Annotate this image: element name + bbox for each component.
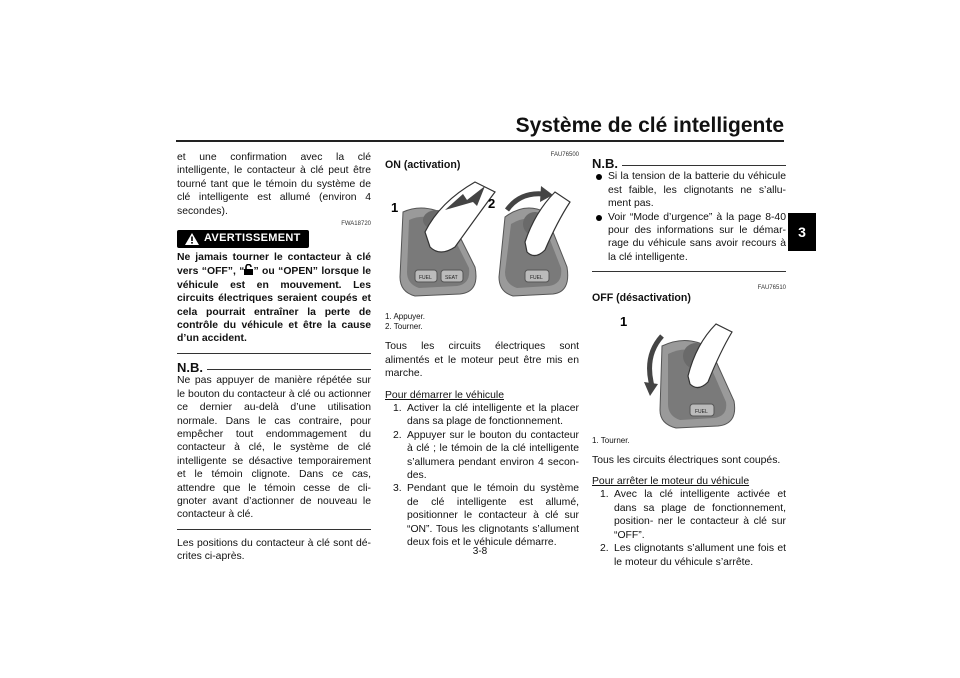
header-rule bbox=[176, 140, 784, 142]
list-item: 1. Avec la clé intelligente activée et dans sa plage de fonctionnement, position- ner le contacteur à clé sur “OFF”. bbox=[600, 489, 786, 541]
section-heading-off: OFF (désactivation) bbox=[592, 292, 691, 305]
off-description: Tous les circuits électriques sont coupés. bbox=[592, 454, 781, 466]
list-item: 3. Pendant que le témoin du système de clé intelligente est allumé, positionner le contacteur à clé sur “ON”. Tous les clignotants s’allument deux fois et le véhicule démarre. bbox=[393, 483, 579, 549]
list-item: Si la tension de la batterie du véhicule est faible, les clignotants ne s’allu- ment pas. bbox=[592, 170, 786, 210]
on-description: Tous les circuits électriques sont alimentés et le moteur peut être mis en marche. bbox=[385, 341, 579, 380]
warning-badge bbox=[177, 230, 309, 248]
page-number: 3-8 bbox=[472, 546, 488, 557]
caption-turn: 2. Tourner. bbox=[385, 322, 423, 332]
figure-label-2: 2 bbox=[488, 196, 496, 212]
column-1 bbox=[177, 151, 371, 564]
page-header-title: Système de clé intelligente bbox=[515, 114, 784, 137]
figure-off bbox=[592, 306, 786, 436]
column-2 bbox=[385, 151, 579, 550]
warning-header bbox=[177, 230, 371, 248]
list-item: 2. Appuyer sur le bouton du contacteur à clé ; le témoin de la clé intelligente s’allumera pendant environ 4 secon- des. bbox=[393, 429, 579, 482]
fuel-button-label-2: FUEL bbox=[530, 275, 543, 282]
column-3 bbox=[592, 151, 786, 569]
key-switch-push-turn-illustration bbox=[385, 172, 579, 312]
list-item: Voir “Mode d’urgence” à la page 8-40 pour des informations sur le démar- rage du véhicule sans avoir recours à la clé intelligente. bbox=[592, 211, 786, 265]
nb-header bbox=[177, 361, 371, 374]
divider bbox=[177, 353, 371, 354]
nb-label: N.B. bbox=[177, 359, 203, 375]
warning-label: AVERTISSEMENT bbox=[204, 232, 301, 245]
figure-label-1: 1 bbox=[391, 200, 399, 216]
caption-push: 1. Appuyer. bbox=[385, 312, 426, 322]
fuel-button-label: FUEL bbox=[695, 408, 708, 415]
section-tab: 3 bbox=[788, 213, 816, 251]
warning-triangle-icon bbox=[185, 233, 199, 245]
nb-text: Ne pas appuyer de manière répétée sur le bouton du contacteur à clé ou actionner ce dernier au-delà d’une utilisation normale. Dans le cas contraire, pour empêcher tout endommagement du contacteur à clé, le système de clé intelligente se désactive temporairement et le témoin clignote. Dans ce cas, attendre que le témoin cesse de cli- gnoter avant d’actionner de nouveau le contacteur à clé. bbox=[177, 375, 371, 521]
outro-paragraph: Les positions du contacteur à clé sont dé- crites ci-après. bbox=[177, 537, 371, 563]
seat-button-label: SEAT bbox=[445, 275, 458, 282]
figure-on bbox=[385, 172, 579, 312]
start-subheading: Pour démarrer le véhicule bbox=[385, 389, 504, 401]
stop-subheading: Pour arrêter le moteur du véhicule bbox=[592, 476, 750, 488]
nb-bullets bbox=[592, 170, 786, 264]
section-code: FAU76510 bbox=[757, 285, 786, 292]
list-item: 1. Activer la clé intelligente et la placer dans sa plage de fonctionnement. bbox=[393, 403, 579, 428]
key-switch-turn-off-illustration bbox=[592, 306, 786, 436]
list-item: 2. Les clignotants s’allument une fois et le moteur du véhicule s’arrête. bbox=[600, 543, 786, 568]
start-steps bbox=[385, 402, 579, 549]
figure-label-1: 1 bbox=[620, 313, 628, 329]
fuel-button-label: FUEL bbox=[419, 275, 432, 282]
caption-turn: 1. Tourner. bbox=[592, 435, 630, 445]
divider bbox=[177, 529, 371, 530]
nb-header bbox=[592, 157, 786, 170]
divider bbox=[592, 271, 786, 272]
intro-paragraph: et une confirmation avec la clé intelligente, le contacteur à clé peut être tourné tant que le témoin du système de clé intelligente est allumé (environ 4 secondes). bbox=[177, 152, 371, 217]
section-code: FAU76500 bbox=[550, 152, 579, 158]
nb-label: N.B. bbox=[592, 156, 618, 171]
warning-code: FWA18720 bbox=[341, 221, 371, 228]
section-heading-on: ON (activation) bbox=[385, 159, 461, 171]
warning-text: Ne jamais tourner le contacteur à clé vers “OFF”, “ ” ou “OPEN” lorsque le véhicule est en mouvement. Les circuits électriques seraient coupés et cela pourrait entraîner la perte de contrôle du véhicule et être la cause d’un accident. bbox=[177, 252, 371, 345]
